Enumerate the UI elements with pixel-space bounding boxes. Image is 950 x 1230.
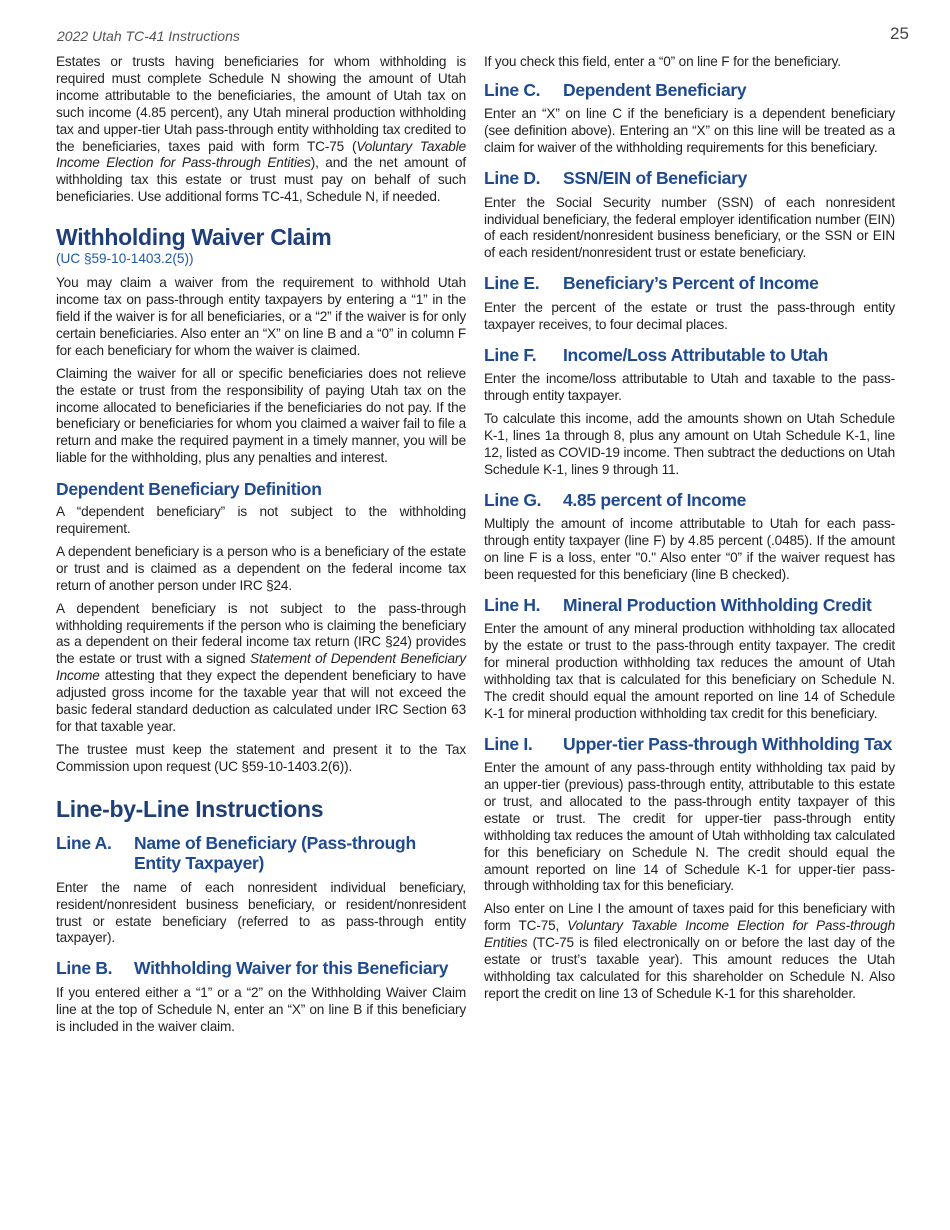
waiver-paragraph-2: Claiming the waiver for all or specific beneficiaries does not relieve the estate or trust from the responsibility of paying Utah tax on the income allocated to beneficiaries if the beneficiaries do not pay. If the beneficiary or beneficiaries for whom you claimed a waiver fail to file a return and make the required payment in a timely manner, you will be liable for the withholding, plus any penalties and interest. <box>56 365 466 466</box>
line-e-title: Beneficiary’s Percent of Income <box>563 273 819 294</box>
line-g-heading <box>484 490 895 511</box>
line-i-title: Upper-tier Pass-through Withholding Tax <box>563 733 893 754</box>
line-h-text: Enter the amount of any mineral production withholding tax allocated by the estate or trust to the pass-through entity taxpayer. The credit for mineral production withholding tax reduces the amount of Utah withholding tax that is calculated for this beneficiary on Schedule N. The credit should equal the amount reported on line 14 of Schedule K-1 for mineral production withholding tax credit for this beneficiary. <box>484 621 895 721</box>
line-f-title: Income/Loss Attributable to Utah <box>563 344 828 365</box>
line-d-text: Enter the Social Security number (SSN) of each nonresident individual beneficiary, the federal employer identification number (EIN) of each resident/nonresident business beneficiary, or the SSN or EIN of each resident/nonresident trust or estate beneficiary. <box>484 194 895 261</box>
line-f-text-2: To calculate this income, add the amounts shown on Utah Schedule K-1, lines 1a through 8, plus any amount on Utah Schedule K-1, line 12, listed as COVID-19 income. Then subtract the deductions on Utah Schedule K-1, lines 9 through 11. <box>484 410 895 477</box>
dependent-paragraph-3: A dependent beneficiary is not subject to the pass-through withholding requirements if the person who is claiming the beneficiary as a dependent on their federal income tax return (IRC §24) provides the estate or trust with a signed Statement of Dependent Beneficiary Income attesting that they expect the dependent beneficiary to have adjusted gross income for the taxable year that will not exceed the basic federal standard deduction as calculated under IRC Section 63 for that taxable year. <box>56 600 466 734</box>
line-g-text: Multiply the amount of income attributable to Utah for each pass-through entity taxpayer (line F) by 4.85 percent (.0485). If the amount on line F is a loss, enter "0." Also enter “0” if the waiver request has been requested for this beneficiary (line B checked). <box>484 516 895 582</box>
line-f-heading <box>484 345 895 366</box>
line-h-label: Line H. <box>484 594 541 615</box>
left-column <box>56 54 466 1042</box>
line-d-label: Line D. <box>484 168 541 189</box>
line-c-heading <box>484 80 895 101</box>
line-i-heading <box>484 734 895 755</box>
line-i-label: Line I. <box>484 733 533 754</box>
line-a-title: Name of Beneficiary (Pass-through Entity Taxpayer) <box>134 832 416 874</box>
dependent-paragraph-1: A “dependent beneficiary” is not subject to the withholding requirement. <box>56 504 466 537</box>
line-f-label: Line F. <box>484 344 537 365</box>
line-g-title: 4.85 percent of Income <box>563 489 747 510</box>
line-a-text: Enter the name of each nonresident individual beneficiary, resident/nonresident business beneficiary, or resident/nonresident trust or estate beneficiary (referred to as pass-through entity taxpayer). <box>56 879 466 946</box>
line-i-text-2: Also enter on Line I the amount of taxes paid for this beneficiary with form TC-75, Voluntary Taxable Income Election for Pass-through Entities (TC-75 is filed electronically on or before the last day of the estate or trust’s taxable year). This amount reduces the Utah withholding tax calculated for this shareholder on Schedule N. Also report the credit on line 13 of Schedule K-1 for this shareholder. <box>484 901 895 1001</box>
intro-paragraph: Estates or trusts having beneficiaries for whom withholding is required must complete Schedule N showing the amount of Utah income attributable to the beneficiaries, the amount of Utah tax on such income (4.85 percent), any Utah mineral production withholding tax and upper-tier Utah pass-through entity withholding tax credited to the beneficiaries, taxes paid with form TC-75 (Voluntary Taxable Income Election for Pass-through Entities), and the net amount of withholding tax this estate or trust must pay on behalf of such beneficiaries. Use additional forms TC-41, Schedule N, if needed. <box>56 54 466 205</box>
waiver-citation: (UC §59-10-1403.2(5)) <box>56 251 194 267</box>
dependent-definition-heading: Dependent Beneficiary Definition <box>56 479 322 500</box>
line-e-text: Enter the percent of the estate or trust the pass-through entity taxpayer receives, to four decimal places. <box>484 299 895 332</box>
dependent-paragraph-2: A dependent beneficiary is a person who is a beneficiary of the estate or trust and is claimed as a dependent on the federal income tax return of another person under IRC §24. <box>56 543 466 593</box>
line-c-text: Enter an “X” on line C if the beneficiary is a dependent beneficiary (see definition above). Entering an “X” on this line will be treated as a claim for waiver of the withholding requirements for this beneficiary. <box>484 106 895 156</box>
page-number: 25 <box>890 24 909 43</box>
line-g-label: Line G. <box>484 489 542 510</box>
line-h-title: Mineral Production Withholding Credit <box>563 594 872 615</box>
line-f-text-1: Enter the income/loss attributable to Utah and taxable to the pass-through entity taxpayer. <box>484 371 895 403</box>
line-b-heading <box>56 958 466 979</box>
document-title: 2022 Utah TC-41 Instructions <box>57 28 240 44</box>
line-d-title: SSN/EIN of Beneficiary <box>563 168 748 189</box>
right-column <box>484 54 895 1009</box>
line-i-text-1: Enter the amount of any pass-through entity withholding tax paid by an upper-tier (previous) pass-through entity, attributable to this estate or trust, and allocated to the pass-through entity taxpayer of this estate or trust. The credit for upper-tier pass-through entity withholding tax reduces the amount of Utah withholding tax calculated for this beneficiary on Schedule N. The credit should equal the amount reported on line 14 of Schedule K-1 for upper-tier pass-through withholding tax for this beneficiary. <box>484 760 895 894</box>
line-b-title: Withholding Waiver for this Beneficiary <box>134 958 449 979</box>
line-a-label: Line A. <box>56 832 112 853</box>
line-c-label: Line C. <box>484 79 541 100</box>
line-by-line-heading: Line-by-Line Instructions <box>56 795 324 822</box>
line-d-heading <box>484 168 895 189</box>
waiver-paragraph-1: You may claim a waiver from the requirement to withhold Utah income tax on pass-through entity taxpayers by entering a “1” in the field if the waiver is for all beneficiaries, or a “2” if the waiver is for only certain beneficiaries. Also enter an “X” on line B and a “0” in column F for each beneficiary for whom the waiver is claimed. <box>56 275 466 358</box>
waiver-heading: Withholding Waiver Claim <box>56 224 332 251</box>
line-b-continued: If you check this field, enter a “0” on line F for the beneficiary. <box>484 54 841 69</box>
line-h-heading <box>484 595 895 616</box>
line-e-heading <box>484 273 895 294</box>
dependent-paragraph-4: The trustee must keep the statement and present it to the Tax Commission upon request (UC §59-10-1403.2(6)). <box>56 741 466 774</box>
line-b-text: If you entered either a “1” or a “2” on the Withholding Waiver Claim line at the top of Schedule N, enter an “X” on line B if this beneficiary is included in the waiver claim. <box>56 984 466 1034</box>
line-e-label: Line E. <box>484 273 540 294</box>
line-c-title: Dependent Beneficiary <box>563 79 747 100</box>
line-a-heading <box>56 833 466 874</box>
line-b-label: Line B. <box>56 958 113 979</box>
